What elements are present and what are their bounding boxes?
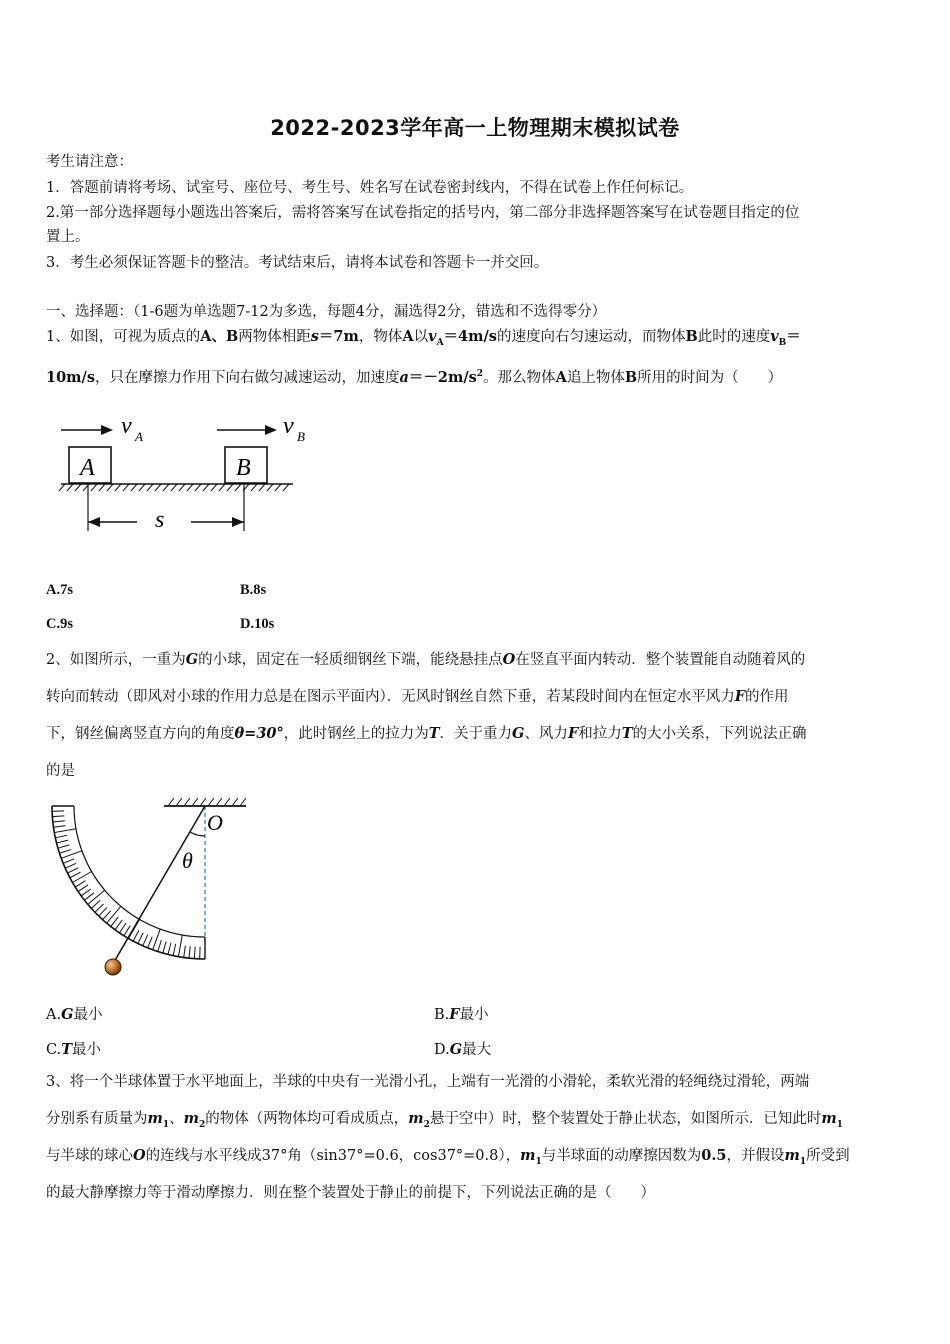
question-1-line-2: 10m/s，只在摩擦力作用下向右做匀减速运动，加速度$a=-2m/s^2$。那么物体A追上物体B所用的时间为（ ） [46,368,783,386]
notice-item: 3．考生必须保证答题卡的整洁。考试结束后，请将本试卷和答题卡一并交回。 [46,255,549,271]
velocity-label-b: v [283,413,294,439]
scale-tick [70,872,81,878]
scale-tick [91,900,100,908]
question-2-diagram [46,792,256,982]
question-1-line-1: 1、如图，可视为质点的A、B两物体相距s＝7m，物体A以$v_A=4m/s$的速度向右匀速运动，而物体B此时的速度$v_B=$ [46,328,801,348]
scale-tick [88,890,105,904]
scale-tick [53,821,65,822]
question-2-line-1: 2、如图所示，一重为G的小球，固定在一轻质细钢丝下端，能绕悬挂点O在竖直平面内转动．整个装置能自动随着风的 [46,651,806,668]
scale-tick [115,920,122,930]
option-b[interactable]: B.F最小 [434,1006,489,1023]
scale-tick [168,943,171,955]
ball [105,959,121,975]
angle-label: θ [182,848,193,873]
scale-tick [107,906,121,923]
scale-tick [178,935,182,957]
question-1-diagram [55,405,305,540]
option-c[interactable]: C.9s [46,616,73,632]
scale-tick [95,904,104,912]
ground-hatch [59,484,289,491]
notice-heading: 考生请注意： [46,154,133,170]
scale-tick [53,826,65,828]
option-a[interactable]: A.G最小 [46,1006,103,1023]
scale-tick [103,911,111,920]
question-3-line-1: 3、将一个半球体置于水平地面上，半球的中央有一光滑小孔，上端有一光滑的小滑轮，柔软光滑的轻绳绕过滑轮，两端 [46,1074,810,1090]
scale-tick [194,947,195,959]
scale-tick [59,850,70,854]
scale-tick [99,907,107,916]
option-c[interactable]: C.T最小 [46,1041,101,1058]
scale-tick [163,942,166,954]
block-b-label: B [236,455,251,481]
scale-tick [72,872,91,883]
scale-tick [58,845,70,848]
scale-tick [63,859,74,863]
scale-tick [84,893,93,900]
option-b[interactable]: B.8s [240,582,267,598]
velocity-sub-b: B [297,429,305,444]
scale-tick [55,835,67,837]
scale-tick [148,937,152,948]
option-a[interactable]: A.7s [46,582,73,598]
section-heading: 一、选择题：（1-6题为单选题7-12为多选，每题4分，漏选得2分，错选和不选得零分） [46,304,607,320]
question-2-line-4: 的是 [46,763,75,779]
scale-tick [111,917,118,926]
question-3-line-2: 分别系有质量为$m_1$、$m_2$的物体（两物体均可看成质点，$m_2$悬于空中）时，整个装置处于静止状态，如图所示．已知此时$m_1$ [46,1110,843,1130]
scale-tick [173,944,175,956]
scale-tick [133,930,139,941]
scale-tick [184,946,186,958]
scale-tick [81,889,91,896]
question-3-line-3: 与半球的球心O的连线与水平线成37°角（sin37°=0.6，cos37°=0.8），$m_1$与半球面的动摩擦因数为0.5，并假设$m_1$所受到 [46,1147,850,1167]
velocity-label-a: v [121,413,132,439]
scale-tick [143,935,148,946]
scale-tick [54,829,76,833]
scale-tick [189,946,190,958]
block-a-label: A [80,455,95,481]
distance-label: s [155,507,165,533]
scale-tick [65,863,76,868]
question-2-line-2: 转向而转动（即风对小球的作用力总是在图示平面内）．无风时钢丝自然下垂，若某段时间内在恒定水平风力F的作用 [46,688,789,705]
pivot-label: O [207,810,223,835]
notice-item: 2.第一部分选择题每小题选出答案后，需将答案写在试卷指定的括号内，第二部分非选择题答案写在试卷题目指定的位 [46,205,800,221]
ceiling-hatch [168,798,246,806]
scale-tick [67,868,78,873]
scale-tick [57,840,69,843]
scale-tick [124,926,130,936]
notice-item: 置上。 [46,229,90,245]
option-d[interactable]: D.G最大 [434,1041,492,1058]
scale-tick [75,881,85,887]
question-2-line-3: 下，钢丝偏离竖直方向的角度θ=30°，此时钢丝上的拉力为T．关于重力G、风力F和拉力T的大小关系，下列说法正确 [46,725,807,742]
steel-wire [114,806,205,962]
scale-tick [52,816,64,817]
scale-tick [78,885,88,892]
scale-tick [119,923,126,933]
scale-tick [158,940,162,951]
velocity-sub-a: A [135,429,143,444]
page-title: 2022-2023学年高一上物理期末模拟试卷 [270,116,680,140]
question-3-line-4: 的最大静摩擦力等于滑动摩擦力．则在整个装置处于静止的前提下，下列说法正确的是（ ） [46,1185,655,1201]
scale-tick [138,933,143,944]
option-d[interactable]: D.10s [240,616,275,632]
notice-item: 1．答题前请将考场、试室号、座位号、考生号、姓名写在试卷密封线内，不得在试卷上作任何标记。 [46,180,694,196]
